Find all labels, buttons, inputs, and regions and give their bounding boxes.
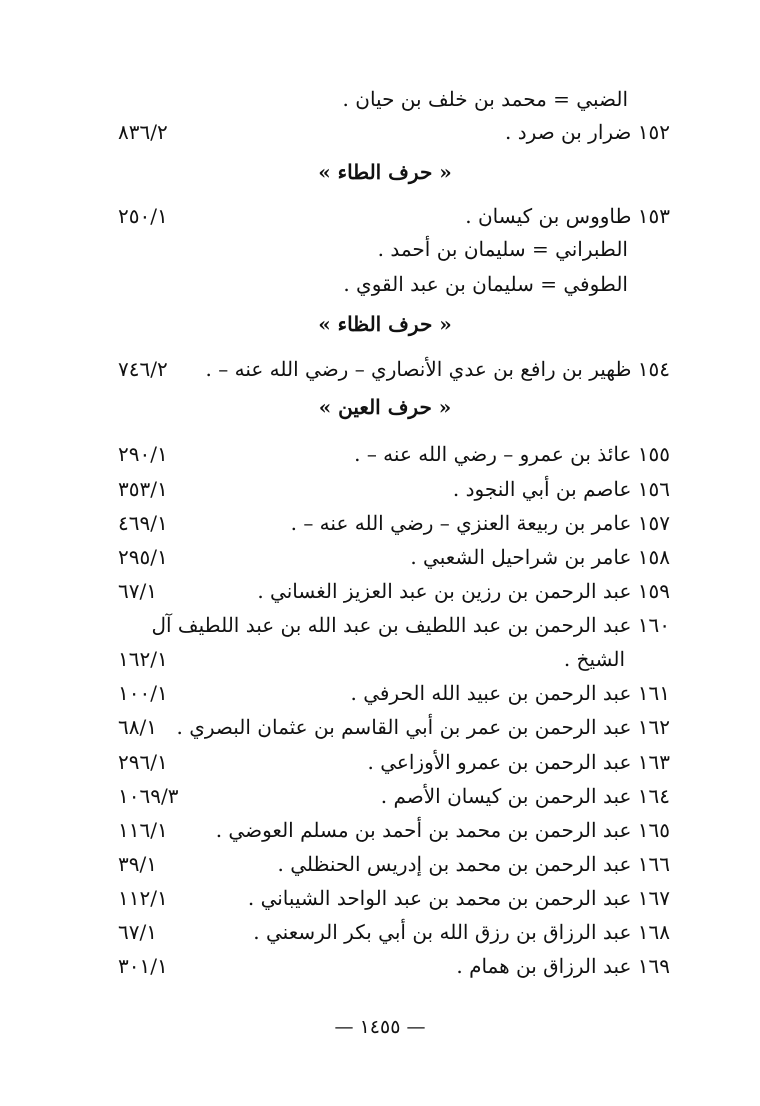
page-reference: ١١٦/١	[118, 818, 168, 842]
entry-text: الطوفي = سليمان بن عبد القوي .	[343, 272, 628, 296]
list-item	[100, 643, 670, 675]
entry-text: ١٦٣ عبد الرحمن بن عمرو الأوزاعي .	[367, 750, 670, 774]
entry-text: الشيخ .	[563, 647, 625, 671]
list-item	[100, 950, 670, 982]
page-reference: ٨٣٦/٢	[118, 120, 168, 144]
entry-text: ١٦٨ عبد الرزاق بن رزق الله بن أبي بكر الرسعني .	[253, 920, 670, 944]
list-item	[100, 233, 670, 265]
entry-text: ١٦٢ عبد الرحمن بن عمر بن أبي القاسم بن عثمان البصري .	[176, 715, 670, 739]
page-reference: ١٦٢/١	[118, 647, 168, 671]
entry-text: ١٦٠ عبد الرحمن بن عبد اللطيف بن عبد الله بن عبد اللطيف آل	[151, 613, 670, 637]
page-reference: ٤٦٩/١	[118, 511, 168, 535]
page-reference: ٢٩٥/١	[118, 545, 168, 569]
page-reference: ٢٩٠/١	[118, 442, 168, 466]
list-item	[100, 916, 670, 948]
page-reference: ٢٥٠/١	[118, 204, 168, 228]
list-item	[100, 575, 670, 607]
list-item	[100, 116, 670, 148]
list-item	[100, 438, 670, 470]
page-reference: ٦٧/١	[118, 579, 157, 603]
list-item	[100, 848, 670, 880]
page-reference: ٦٨/١	[118, 715, 157, 739]
page-reference: ١٠٦٩/٣	[118, 784, 179, 808]
page-number: — ١٤٥٥ —	[334, 1016, 426, 1038]
page-reference: ٢٩٦/١	[118, 750, 168, 774]
list-item	[100, 83, 670, 115]
section-heading: « حرف العين »	[318, 395, 452, 419]
list-item	[100, 746, 670, 778]
list-item	[100, 268, 670, 300]
entry-text: ١٥٤ ظهير بن رافع بن عدي الأنصاري – رضي الله عنه – .	[205, 357, 670, 381]
page-reference: ١٠٠/١	[118, 681, 168, 705]
page-reference: ١١٢/١	[118, 886, 168, 910]
list-item	[100, 200, 670, 232]
list-item	[100, 609, 670, 641]
entry-text: الضبي = محمد بن خلف بن حيان .	[342, 87, 628, 111]
entry-text: الطبراني = سليمان بن أحمد .	[377, 237, 628, 261]
page-reference: ٣٠١/١	[118, 954, 168, 978]
list-item	[100, 882, 670, 914]
list-item	[100, 507, 670, 539]
entry-text: ١٥٣ طاووس بن كيسان .	[465, 204, 670, 228]
entry-text: ١٥٢ ضرار بن صرد .	[505, 120, 670, 144]
entry-text: ١٥٩ عبد الرحمن بن رزين بن عبد العزيز الغساني .	[257, 579, 670, 603]
entry-text: ١٦٧ عبد الرحمن بن محمد بن عبد الواحد الشيباني .	[247, 886, 670, 910]
list-item	[100, 814, 670, 846]
list-item	[100, 780, 670, 812]
entry-text: ١٦٩ عبد الرزاق بن همام .	[456, 954, 670, 978]
section-heading: « حرف الطاء »	[318, 160, 452, 184]
entry-text: ١٥٨ عامر بن شراحيل الشعبي .	[410, 545, 670, 569]
page-reference: ٧٤٦/٢	[118, 357, 168, 381]
entry-text: ١٦١ عبد الرحمن بن عبيد الله الحرفي .	[350, 681, 670, 705]
entry-text: ١٦٦ عبد الرحمن بن محمد بن إدريس الحنظلي .	[277, 852, 670, 876]
entry-text: ١٦٥ عبد الرحمن بن محمد بن أحمد بن مسلم العوضي .	[215, 818, 670, 842]
entry-text: ١٥٥ عائذ بن عمرو – رضي الله عنه – .	[354, 442, 670, 466]
entry-text: ١٥٧ عامر بن ربيعة العنزي – رضي الله عنه – .	[290, 511, 670, 535]
entry-text: ١٥٦ عاصم بن أبي النجود .	[452, 477, 670, 501]
section-heading: « حرف الظاء »	[318, 312, 452, 336]
list-item	[100, 541, 670, 573]
list-item	[100, 473, 670, 505]
page-reference: ٦٧/١	[118, 920, 157, 944]
list-item	[100, 711, 670, 743]
list-item	[100, 353, 670, 385]
list-item	[100, 677, 670, 709]
entry-text: ١٦٤ عبد الرحمن بن كيسان الأصم .	[380, 784, 670, 808]
page-reference: ٣٥٣/١	[118, 477, 168, 501]
page-reference: ٣٩/١	[118, 852, 157, 876]
